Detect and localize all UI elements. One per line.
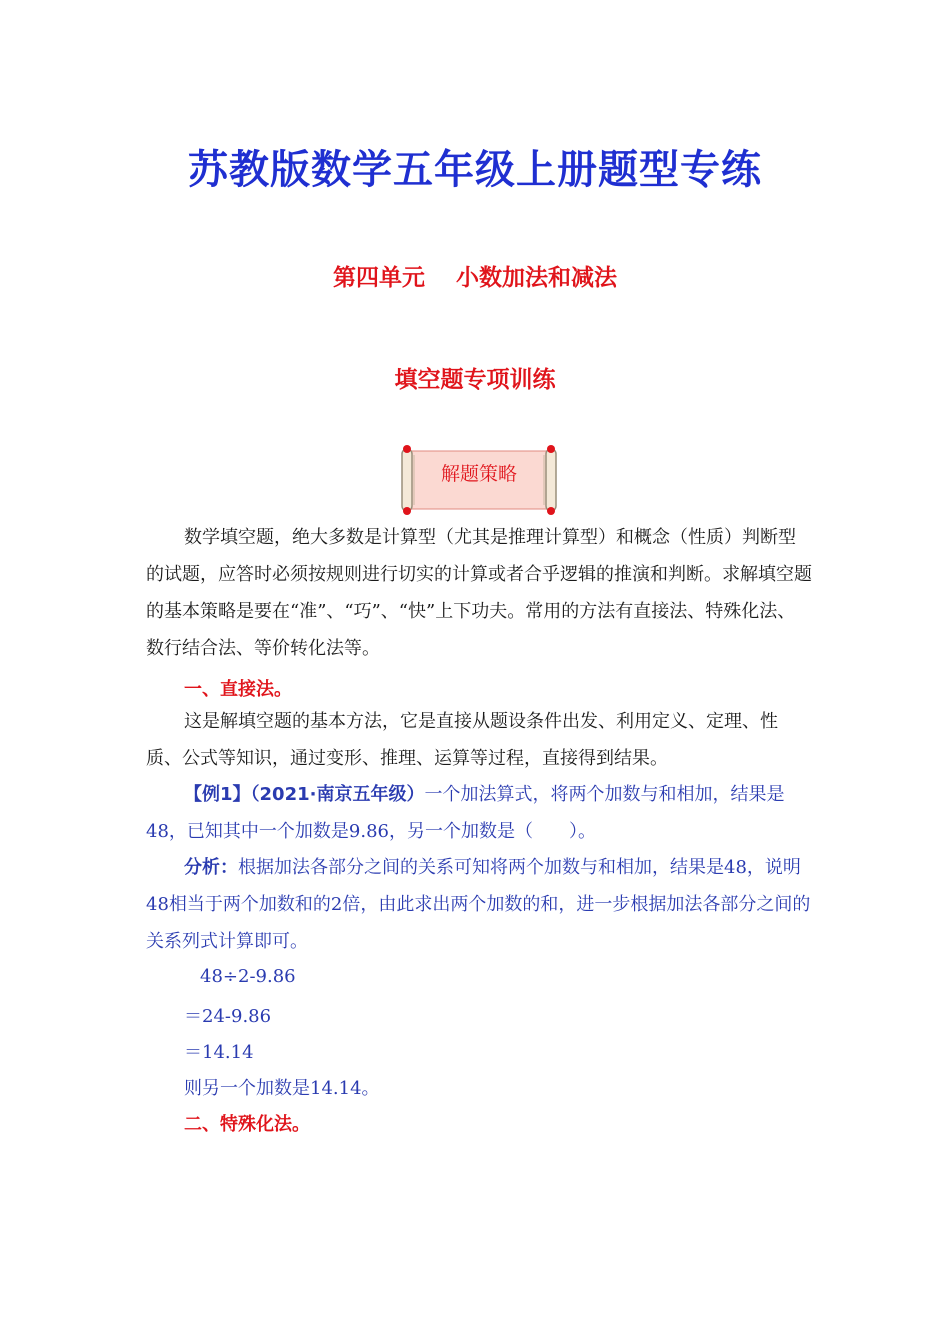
banner-label: 解题策略 bbox=[440, 463, 517, 485]
example-1-tag: 【例1】（2021·南京五年级） bbox=[184, 784, 425, 805]
analysis-label: 分析： bbox=[184, 857, 238, 878]
calc-conclusion: 则另一个加数是14.14。 bbox=[184, 1078, 380, 1099]
section-subtitle: 填空题专项训练 bbox=[394, 367, 556, 393]
intro-paragraph: 数学填空题，绝大多数是计算型（尤其是推理计算型）和概念（性质）判断型的试题，应答时必须按规则进行切实的计算或者合乎逻辑的推演和判断。求解填空题的基本策略是要在“准”、“巧”、“快”上下功夫。常用的方法有直接法、特殊化法、数行结合法、等价转化法等。 bbox=[146, 527, 812, 659]
example-1 bbox=[146, 776, 812, 850]
heading-special-method: 二、特殊化法。 bbox=[184, 1114, 310, 1135]
calc-step-2: ＝24-9.86 bbox=[184, 1006, 272, 1027]
analysis-paragraph bbox=[146, 849, 812, 960]
unit-heading: 第四单元 小数加法和减法 bbox=[332, 265, 617, 291]
example-1-text: 一个加法算式，将两个加数与和相加，结果是48，已知其中一个加数是9.86，另一个加数是（ ）。 bbox=[146, 784, 785, 842]
scroll-banner bbox=[398, 443, 560, 517]
direct-method-paragraph: 这是解填空题的基本方法，它是直接从题设条件出发、利用定义、定理、性质、公式等知识，通过变形、推理、运算等过程，直接得到结果。 bbox=[146, 711, 778, 769]
page-title: 苏教版数学五年级上册题型专练 bbox=[188, 147, 762, 193]
heading-direct-method: 一、直接法。 bbox=[184, 679, 292, 700]
analysis-text: 根据加法各部分之间的关系可知将两个加数与和相加，结果是48，说明48相当于两个加数和的2倍，由此求出两个加数的和，进一步根据加法各部分之间的关系列式计算即可。 bbox=[146, 857, 811, 952]
calc-step-3: ＝14.14 bbox=[184, 1042, 254, 1063]
calc-step-1: 48÷2-9.86 bbox=[200, 966, 296, 987]
